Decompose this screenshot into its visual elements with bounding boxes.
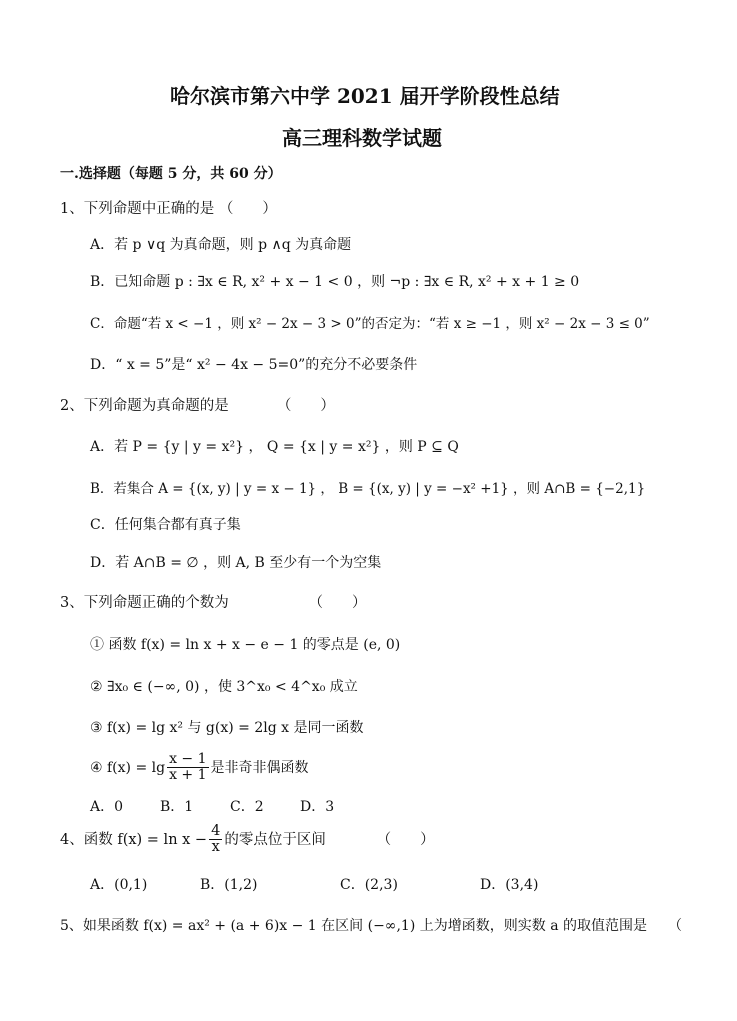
question-3-option-b: B．1 [160, 799, 194, 815]
question-4-option-d: D．(3,4) [480, 877, 539, 893]
question-4-option-a: A．(0,1) [90, 877, 148, 893]
question-3-stem: 3、下列命题正确的个数为 （ ） [60, 595, 367, 611]
question-3-item-2: ② ∃x₀ ∈ (−∞, 0) ，使 3^x₀ < 4^x₀ 成立 [90, 679, 358, 695]
q4-numerator: 4 [211, 823, 221, 839]
question-2-stem: 2、下列命题为真命题的是 （ ） [60, 398, 335, 414]
question-3-item-1: ① 函数 f(x) = ln x + x − e − 1 的零点是 (e, 0) [90, 637, 401, 653]
question-3-option-a: A．0 [90, 799, 124, 815]
item-4-fraction [167, 752, 208, 783]
question-2-option-b: B．若集合 A = {(x, y) | y = x − 1} ， B = {(x, y) | y = −x² +1} ，则 A∩B = {−2,1} [90, 481, 646, 497]
question-2-option-c: C．任何集合都有真子集 [90, 517, 241, 533]
item-4-prefix: ④ f(x) = lg [90, 759, 166, 776]
q4-stem-prefix: 4、函数 f(x) = ln x − [60, 831, 208, 848]
question-4-stem [60, 824, 435, 855]
question-4-option-c: C．(2,3) [340, 877, 398, 893]
exam-title-line2: 高三理科数学试题 [282, 126, 442, 150]
question-1-option-a: A．若 p ∨q 为真命题，则 p ∧q 为真命题 [90, 237, 352, 253]
question-5-stem: 5、如果函数 f(x) = ax² + (a + 6)x − 1 在区间 (−∞,1) 上为增函数，则实数 a 的取值范围是 （ [60, 918, 682, 934]
item-4-suffix: 是非奇非偶函数 [210, 759, 309, 776]
section-heading: 一.选择题（每题 5 分，共 60 分） [60, 166, 282, 182]
question-2-option-a: A．若 P = {y | y = x²} ， Q = {x | y = x²} ，则 P ⊆ Q [90, 439, 459, 455]
question-3-option-c: C．2 [230, 799, 264, 815]
q4-denominator: x [211, 839, 220, 855]
question-1-option-c: C．命题“若 x < −1 ，则 x² − 2x − 3 > 0”的否定为：“若 x ≥ −1 ，则 x² − 2x − 3 ≤ 0” [90, 316, 650, 332]
q4-fraction [209, 824, 222, 855]
question-2-option-d: D．若 A∩B = ∅ ，则 A, B 至少有一个为空集 [90, 555, 382, 571]
question-1-option-d: D．“ x = 5”是“ x² − 4x − 5=0”的充分不必要条件 [90, 357, 418, 373]
q4-stem-suffix: 的零点位于区间 （ ） [224, 831, 435, 848]
question-1-option-b: B．已知命题 p : ∃x ∈ R, x² + x − 1 < 0 ，则 ¬p : ∃x ∈ R, x² + x + 1 ≥ 0 [90, 274, 580, 290]
question-3-option-d: D．3 [300, 799, 335, 815]
question-3-item-3: ③ f(x) = lg x² 与 g(x) = 2lg x 是同一函数 [90, 720, 364, 736]
item-4-numerator: x − 1 [169, 751, 207, 767]
question-4-option-b: B．(1,2) [200, 877, 258, 893]
question-1-stem: 1、下列命题中正确的是 （ ） [60, 201, 277, 217]
exam-title-line1: 哈尔滨市第六中学 2021 届开学阶段性总结 [170, 84, 560, 108]
question-3-item-4 [90, 752, 309, 783]
item-4-denominator: x + 1 [169, 767, 207, 783]
